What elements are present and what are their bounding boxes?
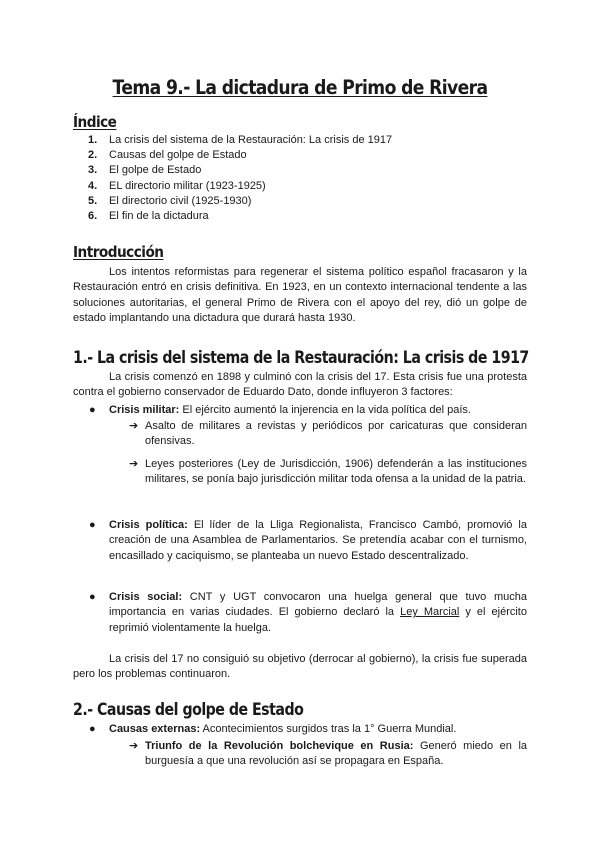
toc-item: 6. El fin de la dictadura [88, 210, 209, 223]
ley-marcial-link[interactable]: Ley Marcial [400, 606, 460, 619]
section1-conclusion: La crisis del 17 no consiguió su objetivo (derrocar al gobierno), la crisis fue superada pero los problemas continuaron. [73, 653, 527, 681]
section1-heading: 1.- La crisis del sistema de la Restauración: La crisis de 1917 [73, 348, 529, 367]
toc-item: 1. La crisis del sistema de la Restauración: La crisis de 1917 [88, 134, 393, 146]
table-of-contents [88, 133, 392, 224]
arrow-icon: ➔ [129, 740, 139, 752]
document-page: Tema 9.- La dictadura de Primo de Rivera Índice 1. La crisis del sistema de la Restauración: La crisis de 1917 2. Causas del golpe de Estado 3. El golpe de Estado 4. EL directorio militar (1923-1925) 5. El directorio civil (1925-1930) 6. El fin de la dictadura Introducción Los intentos reformistas para regenerar el sistema político español fracasaron y la Restauración entró en crisis definitiva. En 1923, en un contexto internacional tendente a las soluciones autoritarias, el general Primo de Rivera con el apoyo del rey, dió un golpe de estado implantando una dictadura que durará hasta 1930. 1.- La crisis del sistema de la Restauración: La crisis de 1917 La crisis comenzó en 1898 y culminó con la crisis del 17. Esta crisis fue una protesta contra el gobierno conservador de Eduardo Dato, donde influyeron 3 factores: ● Crisis militar: El ejército aumentó la injerencia en la vida política del país. ➔ Asalto de militares a revistas y periódicos por caricaturas que consideran ofensivas. ➔ Leyes posteriores (Ley de Jurisdicción, 1906) defenderán a las instituciones militares, se ponía bajo jurisdicción militar toda ofensa a la unidad de la patria. ● Crisis política: El líder de la Lliga Regionalista, Francisco Cambó, promovió la creación de una Asamblea de Parlamentarios. Se pretendía acabar con el turnismo, encasillado y caciquismo, se planteaba un nuevo Estado descentralizado. ● Crisis social: CNT y UGT convocaron una huelga general que tuvo mucha importancia en varias ciudades. El gobierno declaró la Ley Marcial y el ejército reprimió violentamente la huelga. La crisis del 17 no consiguió su objetivo (derrocar al gobierno), la crisis fue superada pero los problemas continuaron. 2.- Causas del golpe de Estado ● Causas externas: Acontecimientos surgidos tras la 1° Guerra Mundial. ➔ Triunfo de la Revolución bolchevique en Rusia: Generó miedo en la burguesía a que una revolución así se propagara en España. [0, 0, 600, 848]
bullet-icon: ● [89, 404, 96, 416]
indice-heading: Índice [73, 113, 117, 131]
toc-item: 4. EL directorio militar (1923-1925) [88, 179, 266, 192]
bullet-icon: ● [89, 519, 96, 531]
arrow-icon: ➔ [129, 458, 139, 470]
bullet-icon: ● [89, 591, 96, 603]
toc-item: 2. Causas del golpe de Estado [88, 149, 247, 162]
bullet-icon: ● [89, 723, 96, 735]
toc-item: 3. El golpe de Estado [88, 164, 202, 177]
toc-item: 5. El directorio civil (1925-1930) [88, 194, 252, 207]
intro-heading: Introducción [73, 243, 164, 261]
document-title: Tema 9.- La dictadura de Primo de Rivera [112, 76, 488, 99]
section2-heading: 2.- Causas del golpe de Estado [73, 700, 304, 719]
intro-paragraph: Los intentos reformistas para regenerar el sistema político español fracasaron y la Restauración entró en crisis definitiva. En 1923, en un contexto internacional tendente a las soluciones autoritarias, el general Primo de Rivera con el apoyo del rey, dió un golpe de estado implantando una dictadura que durará hasta 1930. [73, 266, 527, 324]
arrow-icon: ➔ [129, 420, 139, 432]
section1-intro: La crisis comenzó en 1898 y culminó con la crisis del 17. Esta crisis fue una protesta contra el gobierno conservador de Eduardo Dato, donde influyeron 3 factores: [73, 371, 527, 399]
